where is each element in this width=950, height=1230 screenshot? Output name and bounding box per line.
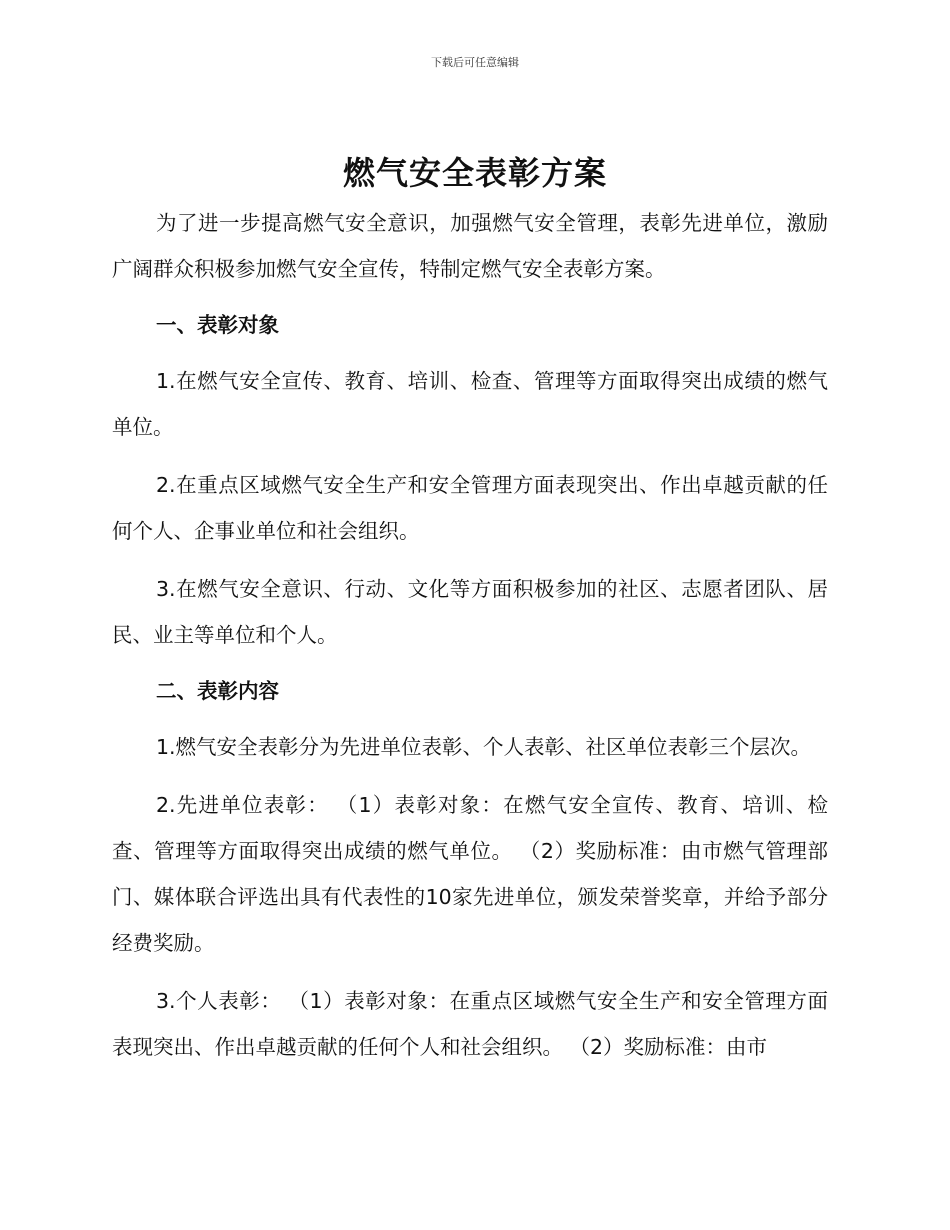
document-body [112, 200, 828, 1070]
header-note: 下载后可任意编辑 [431, 56, 519, 69]
section-item: 1.在燃气安全宣传、教育、培训、检查、管理等方面取得突出成绩的燃气单位。 [112, 369, 828, 439]
section-item: 2.在重点区域燃气安全生产和安全管理方面表现突出、作出卓越贡献的任何个人、企事业单位和社会组织。 [112, 473, 828, 543]
section-item: 3.个人表彰： （1）表彰对象：在重点区域燃气安全生产和安全管理方面表现突出、作出卓越贡献的任何个人和社会组织。 （2）奖励标准：由市 [112, 989, 828, 1059]
section-item: 2.先进单位表彰： （1）表彰对象：在燃气安全宣传、教育、培训、检查、管理等方面取得突出成绩的燃气单位。 （2）奖励标准：由市燃气管理部门、媒体联合评选出具有代表性的10家先进单位，颁发荣誉奖章，并给予部分经费奖励。 [112, 793, 828, 955]
section-heading: 二、表彰内容 [156, 679, 279, 703]
section-item: 1.燃气安全表彰分为先进单位表彰、个人表彰、社区单位表彰三个层次。 [156, 735, 812, 759]
section-item: 3.在燃气安全意识、行动、文化等方面积极参加的社区、志愿者团队、居民、业主等单位和个人。 [112, 577, 828, 647]
document-title: 燃气安全表彰方案 [342, 154, 607, 192]
intro-paragraph: 为了进一步提高燃气安全意识，加强燃气安全管理，表彰先进单位，激励广阔群众积极参加燃气安全宣传，特制定燃气安全表彰方案。 [112, 211, 828, 281]
section-heading: 一、表彰对象 [156, 313, 279, 337]
